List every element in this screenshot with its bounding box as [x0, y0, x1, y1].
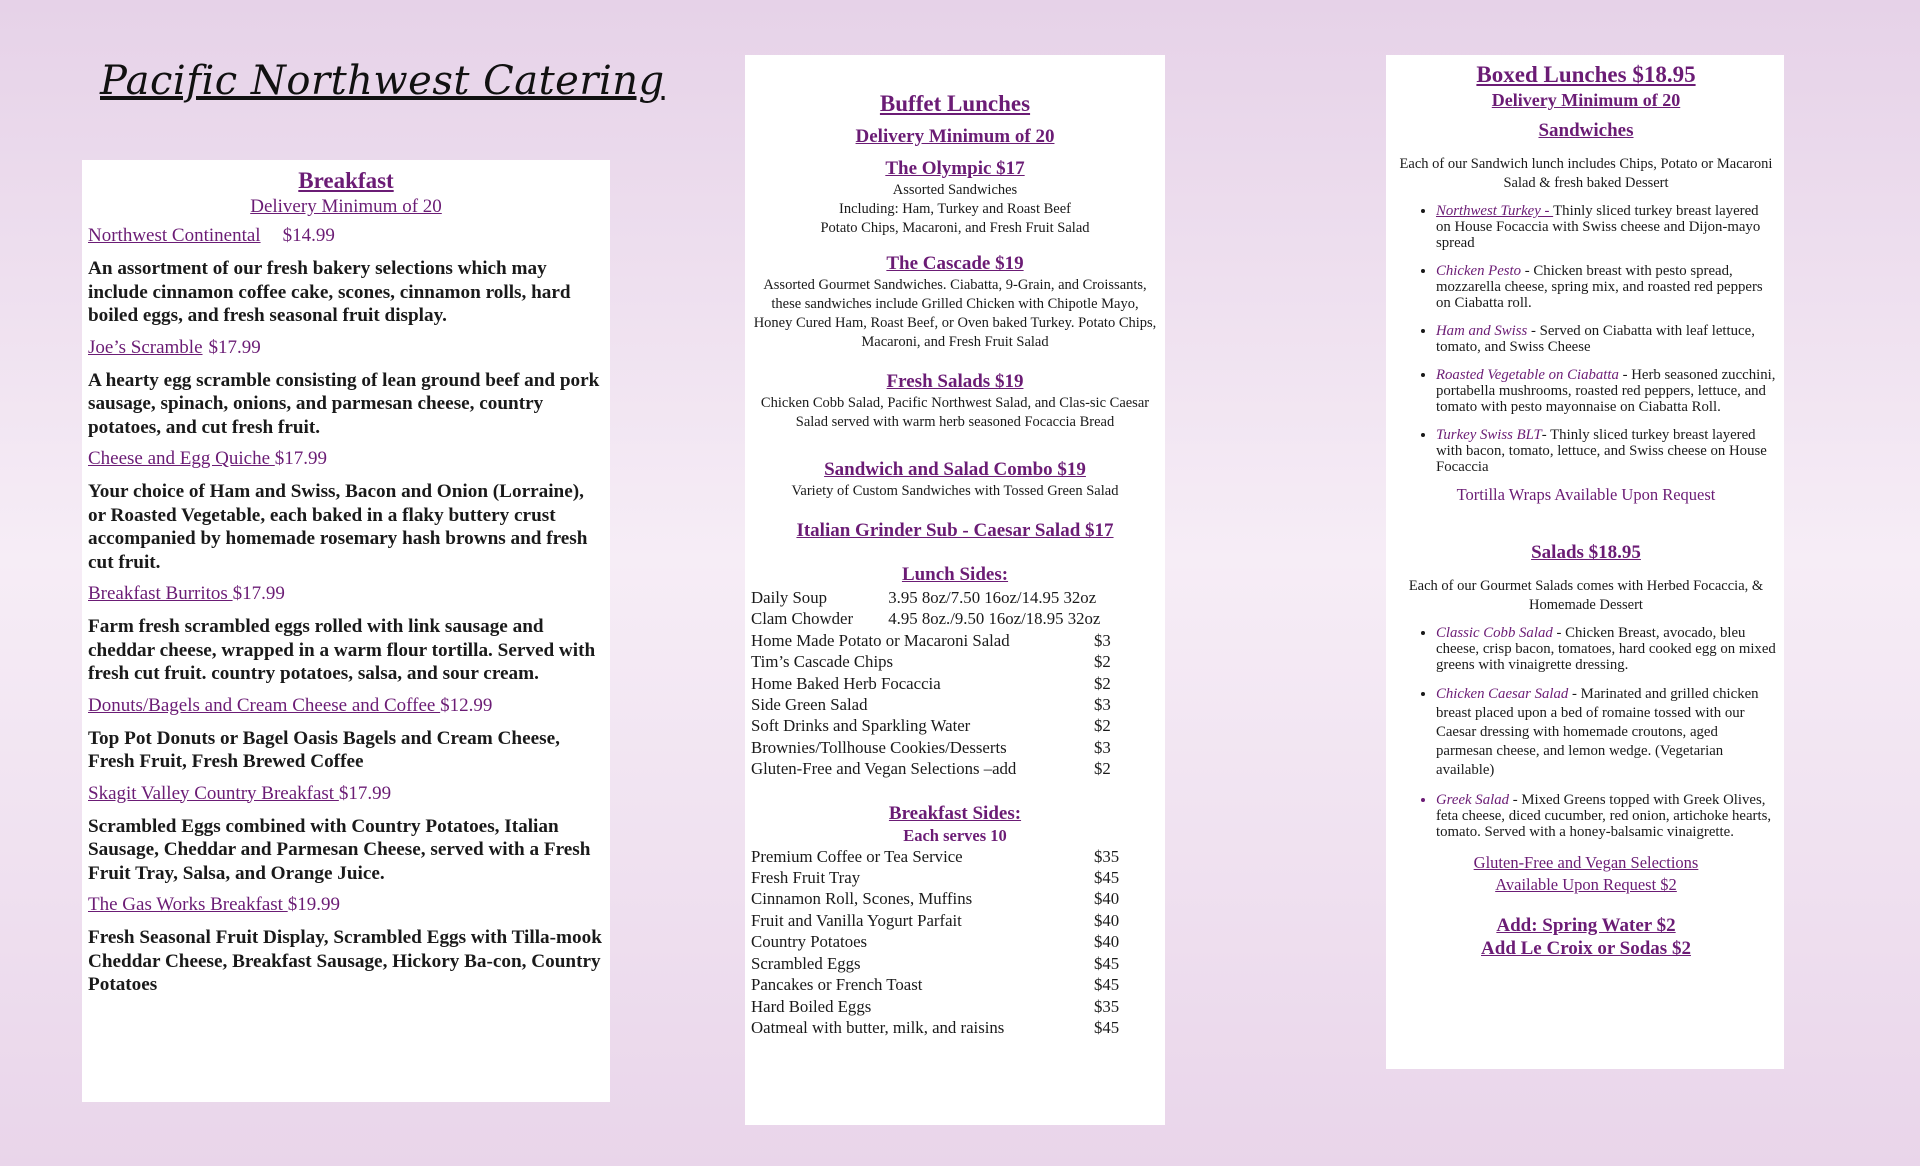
menu-item: [88, 893, 604, 997]
side-price: 3.95 8oz/7.50 16oz/14.95 32oz: [888, 588, 1097, 607]
side-price: $2: [1094, 759, 1111, 779]
item-description: - Thinly sliced turkey breast layered with bacon, tomato, lettuce, and Swiss cheese on House Focaccia: [1436, 427, 1767, 475]
side-price: $2: [1094, 652, 1111, 672]
item-name: Greek Salad: [1436, 792, 1510, 808]
package-title: The Cascade $19: [886, 253, 1024, 274]
menu-item: [88, 782, 604, 886]
item-name: Joe’s Scramble: [88, 336, 203, 358]
side-price: $40: [1094, 932, 1120, 952]
sandwiches-title: Sandwiches: [1538, 120, 1634, 141]
side-name: Side Green Salad: [751, 695, 868, 715]
gluten-free-note-line1: Gluten-Free and Vegan Selections: [1473, 853, 1699, 872]
item-price: $19.99: [287, 894, 340, 915]
item-description: An assortment of our fresh bakery selections which may include cinnamon coffee cake, scones, cinnamon rolls, hard boiled eggs, and fresh seasonal fruit display.: [88, 258, 571, 326]
table-row: [751, 888, 1159, 909]
table-row: [751, 587, 1159, 608]
side-name: Home Made Potato or Macaroni Salad: [751, 630, 1010, 650]
item-name: Skagit Valley Country Breakfast: [88, 782, 339, 804]
buffet-package: [751, 252, 1159, 352]
side-name: Country Potatoes: [751, 932, 868, 952]
side-price: $3: [1094, 630, 1111, 650]
item-name: Cheese and Egg Quiche: [88, 448, 275, 469]
item-description: Your choice of Ham and Swiss, Bacon and Onion (Lorraine), or Roasted Vegetable, each baked in a flaky buttery crust accompanied by homemade rosemary hash browns and fresh cut fruit.: [88, 481, 588, 573]
list-item: [1436, 685, 1776, 780]
package-title: Fresh Salads $19: [886, 371, 1024, 392]
sandwiches-intro: Each of our Sandwich lunch includes Chips, Potato or Macaroni Salad & fresh baked Dessert: [1399, 156, 1773, 191]
list-item: [1436, 792, 1776, 840]
side-price: $40: [1094, 910, 1120, 930]
salad-list: [1396, 625, 1776, 840]
buffet-title: Buffet Lunches: [879, 91, 1031, 116]
buffet-subtitle: Delivery Minimum of 20: [855, 126, 1055, 147]
item-name: Northwest Continental: [88, 225, 261, 246]
item-description: Top Pot Donuts or Bagel Oasis Bagels and Cream Cheese, Fresh Fruit, Fresh Brewed Coffee: [88, 727, 560, 772]
side-price: $35: [1094, 996, 1120, 1016]
list-item: [1436, 203, 1776, 251]
side-price: $45: [1094, 1017, 1120, 1037]
buffet-panel: [745, 55, 1165, 1125]
side-name: Tim’s Cascade Chips: [751, 652, 894, 672]
side-name: Home Baked Herb Focaccia: [751, 673, 941, 693]
side-price: $35: [1094, 846, 1120, 866]
package-title: The Olympic $17: [885, 158, 1025, 179]
menu-item: [88, 694, 604, 774]
package-description: Assorted Gourmet Sandwiches. Ciabatta, 9-Grain, and Croissants, these sandwiches include Grilled Chicken with Chipotle Mayo, Honey Cured Ham, Roast Beef, or Oven baked Turkey. Potato Chips, Macaroni, and Fresh Fruit Salad: [753, 277, 1157, 350]
item-name: Classic Cobb Salad: [1436, 625, 1553, 641]
table-row: [751, 715, 1159, 736]
item-price: $17.99: [274, 448, 328, 469]
addon-sodas: Add Le Croix or Sodas $2: [1481, 938, 1691, 959]
item-description: - Mixed Greens topped with Greek Olives, feta cheese, diced cucumber, red onion, artichoke hearts, tomato. Served with a honey-balsamic vinaigrette.: [1436, 792, 1772, 840]
sandwich-list: [1396, 203, 1776, 475]
table-row: [751, 694, 1159, 715]
breakfast-sides-subtitle: Each serves 10: [903, 825, 1007, 845]
side-name: Scrambled Eggs: [751, 953, 861, 973]
side-price: $45: [1094, 868, 1120, 888]
item-description: - Chicken breast with pesto spread, mozzarella cheese, spring mix, and roasted red peppers on Ciabatta roll.: [1436, 263, 1763, 311]
table-row: [751, 953, 1159, 974]
side-price: $3: [1094, 695, 1111, 715]
item-name: Chicken Caesar Salad: [1436, 686, 1569, 702]
boxed-lunch-panel: [1386, 55, 1784, 1069]
item-name: Turkey Swiss BLT: [1436, 427, 1542, 443]
item-description: - Served on Ciabatta with leaf lettuce, tomato, and Swiss Cheese: [1436, 323, 1755, 355]
item-name: The Gas Works Breakfast: [88, 894, 288, 915]
menu-item: [88, 447, 604, 574]
item-description: - Herb seasoned zucchini, portabella mushrooms, roasted red peppers, lettuce, and tomato with pesto mayonnaise on Ciabatta Roll.: [1436, 367, 1776, 415]
table-row: [751, 996, 1159, 1017]
package-title: Italian Grinder Sub - Caesar Salad $17: [796, 520, 1114, 541]
item-price: $14.99: [282, 225, 335, 246]
buffet-package: [751, 370, 1159, 432]
list-item: [1436, 367, 1776, 415]
item-price: $17.99: [232, 583, 285, 604]
item-description: Scrambled Eggs combined with Country Potatoes, Italian Sausage, Cheddar and Parmesan Cheese, served with a Fresh Fruit Tray, Salsa, and Orange Juice.: [88, 815, 591, 884]
item-name: Donuts/Bagels and Cream Cheese and Coffee: [88, 694, 441, 716]
side-price: $3: [1094, 737, 1111, 757]
item-name: Roasted Vegetable on Ciabatta: [1436, 367, 1619, 383]
list-item: [1436, 625, 1776, 673]
buffet-package: [751, 458, 1159, 501]
side-name: Oatmeal with butter, milk, and raisins: [751, 1017, 1005, 1037]
package-title: Sandwich and Salad Combo $19: [824, 459, 1086, 480]
list-item: [1436, 427, 1776, 475]
gluten-free-note-line2: Available Upon Request $2: [1495, 875, 1677, 894]
table-row: [751, 737, 1159, 758]
side-name: Fruit and Vanilla Yogurt Parfait: [751, 910, 962, 930]
item-name: Breakfast Burritos: [88, 583, 233, 604]
lunch-sides-title: Lunch Sides:: [901, 564, 1009, 585]
brand-title: Pacific Northwest Catering: [100, 58, 665, 104]
list-item: [1436, 263, 1776, 311]
lunch-sides-priced-table: [751, 630, 1159, 780]
salads-intro: Each of our Gourmet Salads comes with Herbed Focaccia, & Homemade Dessert: [1408, 578, 1764, 613]
table-row: [751, 630, 1159, 651]
side-price: 4.95 8oz./9.50 16oz/18.95 32oz: [888, 609, 1101, 629]
side-price: $45: [1094, 953, 1120, 973]
package-description: Assorted Sandwiches Including: Ham, Turkey and Roast Beef Potato Chips, Macaroni, and Fresh Fruit Salad: [820, 182, 1090, 236]
side-name: Daily Soup: [751, 588, 827, 607]
table-row: [751, 974, 1159, 995]
item-description: Fresh Seasonal Fruit Display, Scrambled Eggs with Tilla-mook Cheddar Cheese, Breakfast Sausage, Hickory Ba-con, Country Potatoes: [88, 927, 602, 995]
table-row: [751, 867, 1159, 888]
table-row: [751, 910, 1159, 931]
wraps-note: Tortilla Wraps Available Upon Request: [1456, 485, 1716, 504]
item-price: $12.99: [440, 694, 493, 716]
table-row: [751, 673, 1159, 694]
breakfast-sides-table: [751, 846, 1159, 1039]
side-name: Gluten-Free and Vegan Selections –add: [751, 759, 1017, 779]
side-price: $40: [1094, 889, 1120, 909]
item-description: - Chicken Breast, avocado, bleu cheese, crisp bacon, tomatoes, hard cooked egg on mixed greens with vinaigrette dressing.: [1436, 625, 1776, 673]
item-description: Farm fresh scrambled eggs rolled with link sausage and cheddar cheese, wrapped in a warm flour tortilla. Served with fresh cut fruit. country potatoes, salsa, and sour cream.: [88, 616, 596, 684]
side-name: Hard Boiled Eggs: [751, 996, 872, 1016]
side-name: Brownies/Tollhouse Cookies/Desserts: [751, 737, 1007, 757]
side-name: Soft Drinks and Sparkling Water: [751, 716, 971, 736]
package-description: Chicken Cobb Salad, Pacific Northwest Salad, and Clas-sic Caesar Salad served with warm herb seasoned Focaccia Bread: [760, 395, 1150, 430]
boxed-title: Boxed Lunches $18.95: [1476, 62, 1696, 87]
addon-water: Add: Spring Water $2: [1496, 915, 1676, 936]
item-description: - Marinated and grilled chicken breast placed upon a bed of romaine tossed with our Caesar dressing with homemade croutons, aged parmesan cheese, and lemon wedge. (Vegetarian available): [1436, 686, 1759, 778]
buffet-package: [751, 157, 1159, 238]
item-name: Chicken Pesto: [1436, 263, 1522, 279]
breakfast-subtitle: Delivery Minimum of 20: [250, 196, 442, 217]
table-row: [751, 608, 1159, 629]
salads-title: Salads $18.95: [1531, 542, 1641, 563]
side-price: $2: [1094, 673, 1111, 693]
table-row: [751, 1017, 1159, 1038]
item-price: $17.99: [338, 782, 392, 804]
lunch-sides-table: [751, 587, 1159, 630]
side-name: Fresh Fruit Tray: [751, 868, 861, 888]
item-name: Ham and Swiss: [1436, 323, 1528, 339]
table-row: [751, 758, 1159, 779]
table-row: [751, 931, 1159, 952]
side-name: Cinnamon Roll, Scones, Muffins: [751, 889, 973, 909]
item-description: A hearty egg scramble consisting of lean ground beef and pork sausage, spinach, onions, and parmesan cheese, country potatoes, and cut fresh fruit.: [88, 369, 600, 438]
side-price: $45: [1094, 975, 1120, 995]
item-price: $17.99: [208, 336, 261, 358]
package-description: Variety of Custom Sandwiches with Tossed Green Salad: [791, 483, 1119, 499]
buffet-package: [751, 519, 1159, 543]
boxed-subtitle: Delivery Minimum of 20: [1491, 90, 1681, 110]
table-row: [751, 651, 1159, 672]
table-row: [751, 846, 1159, 867]
item-description: Thinly sliced turkey breast layered on House Focaccia with Swiss cheese and Dijon-mayo spread: [1436, 203, 1761, 251]
breakfast-title: Breakfast: [298, 168, 394, 193]
menu-item: [88, 582, 604, 686]
menu-item: [88, 336, 604, 440]
breakfast-panel: [82, 160, 610, 1102]
item-name: Northwest Turkey -: [1436, 203, 1554, 219]
side-name: Premium Coffee or Tea Service: [751, 846, 963, 866]
side-name: Clam Chowder: [751, 609, 854, 629]
side-name: Pancakes or French Toast: [751, 975, 923, 995]
breakfast-sides-title: Breakfast Sides:: [888, 802, 1022, 824]
menu-item: [88, 224, 604, 328]
list-item: [1436, 323, 1776, 355]
side-price: $2: [1094, 716, 1111, 736]
